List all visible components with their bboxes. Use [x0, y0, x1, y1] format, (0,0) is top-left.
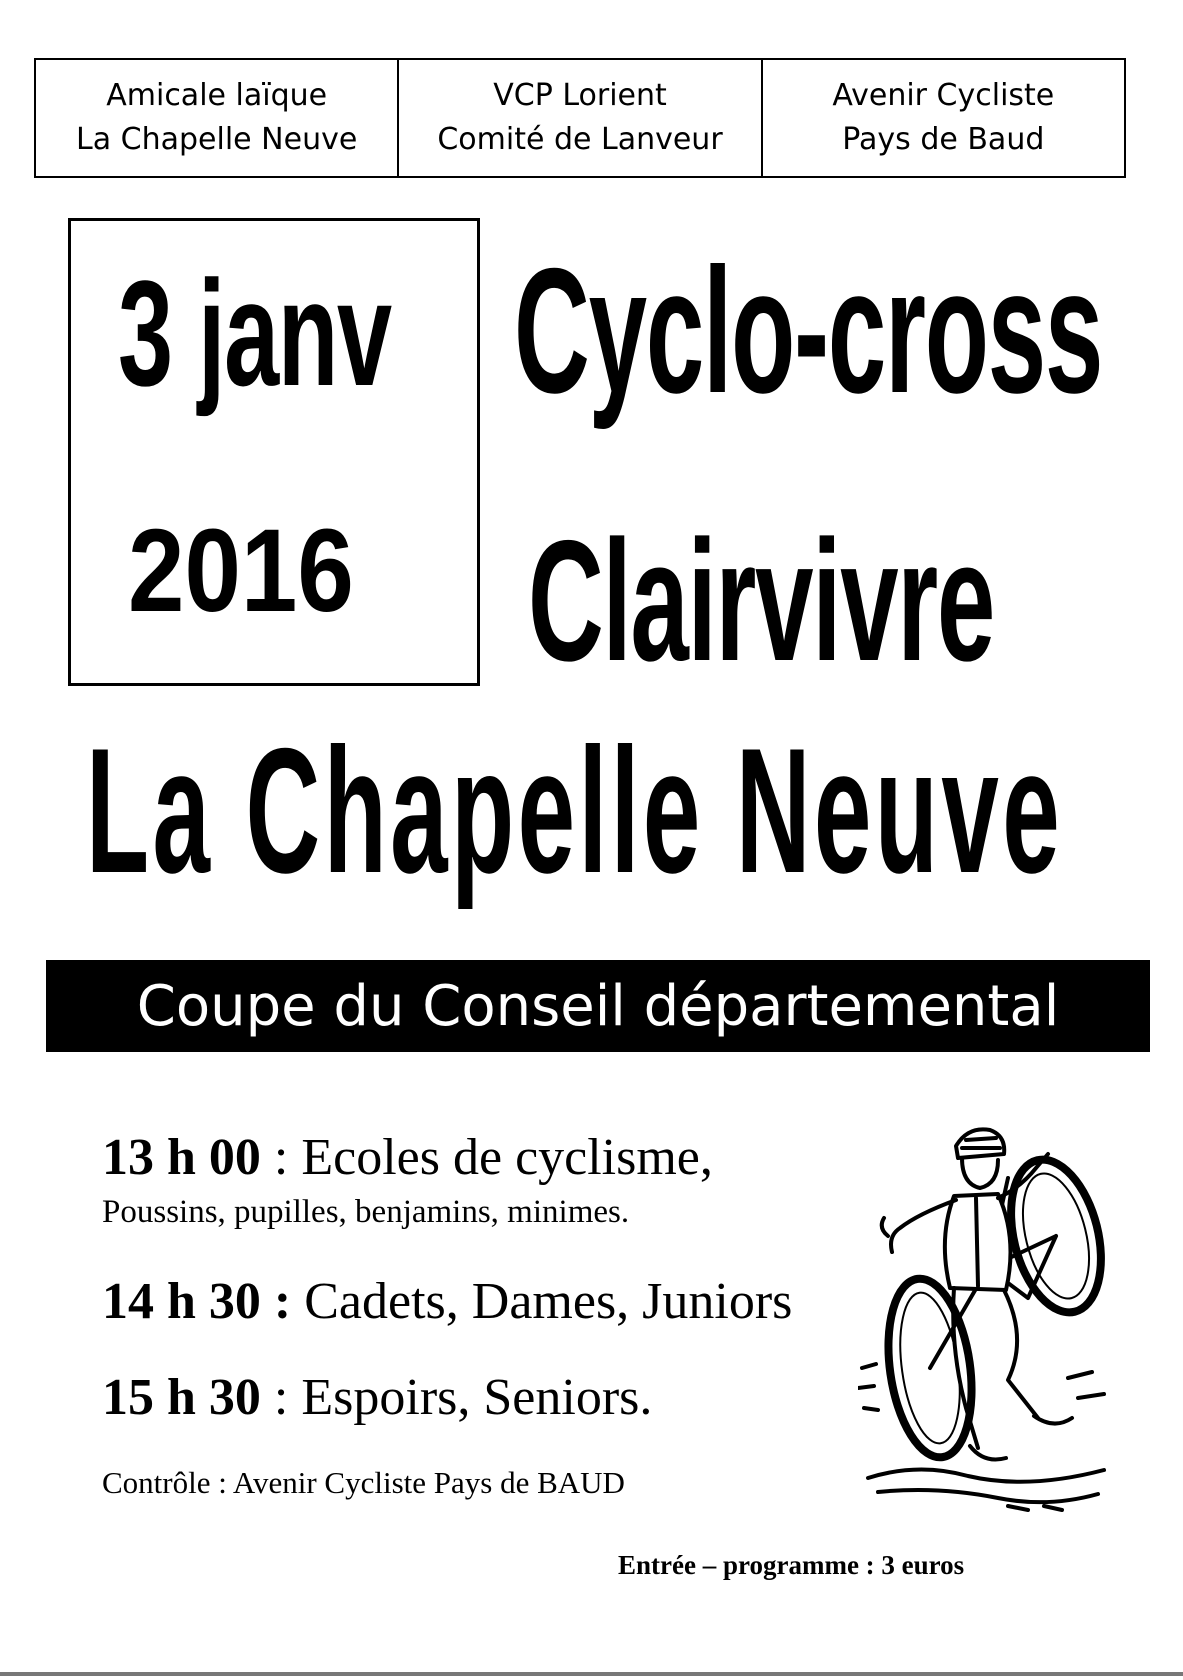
- cup-banner: [46, 960, 1150, 1052]
- cyclist-illustration-icon: [858, 1118, 1114, 1518]
- schedule-3-time: 15 h 30: [102, 1369, 261, 1426]
- event-title-line2: Clairvivre: [528, 505, 995, 697]
- schedule-1-time: 13 h 00: [102, 1129, 261, 1186]
- schedule-item-3: [102, 1368, 652, 1427]
- organizer-3-line2: Pays de Baud: [842, 122, 1045, 157]
- schedule-3-desc: Espoirs, Seniors.: [301, 1369, 653, 1426]
- organizer-cell-1: [36, 60, 397, 176]
- schedule-2-desc: Cadets, Dames, Juniors: [291, 1273, 793, 1330]
- schedule-item-2: [102, 1272, 792, 1331]
- event-date-day: 3 janv: [118, 249, 391, 417]
- event-title-line1: Cyclo-cross: [514, 231, 1103, 430]
- schedule-3-sep: :: [260, 1369, 302, 1426]
- entry-price: Entrée – programme : 3 euros: [618, 1550, 965, 1580]
- bottom-rule: [0, 1672, 1183, 1676]
- organizers-table: [34, 58, 1126, 178]
- organizer-cell-2: [397, 60, 760, 176]
- organizer-cell-3: [761, 60, 1124, 176]
- cup-banner-text: Coupe du Conseil départemental: [136, 973, 1060, 1039]
- organizer-1-line1: Amicale laïque: [106, 78, 328, 113]
- schedule-1-desc: Ecoles de cyclisme,: [301, 1129, 713, 1186]
- schedule-2-time: 14 h 30 :: [102, 1273, 292, 1330]
- organizer-1-line2: La Chapelle Neuve: [76, 122, 358, 157]
- schedule-1-sep: :: [260, 1129, 302, 1186]
- organizer-3-line1: Avenir Cycliste: [832, 78, 1055, 113]
- control-note: Contrôle : Avenir Cycliste Pays de BAUD: [102, 1465, 625, 1500]
- organizer-2-line1: VCP Lorient: [493, 78, 667, 113]
- event-date-year: 2016: [128, 505, 354, 637]
- schedule-item-1: [102, 1128, 713, 1187]
- schedule-item-1-sub: Poussins, pupilles, benjamins, minimes.: [102, 1194, 630, 1230]
- event-location: La Chapelle Neuve: [86, 711, 1064, 910]
- organizer-2-line2: Comité de Lanveur: [437, 122, 723, 157]
